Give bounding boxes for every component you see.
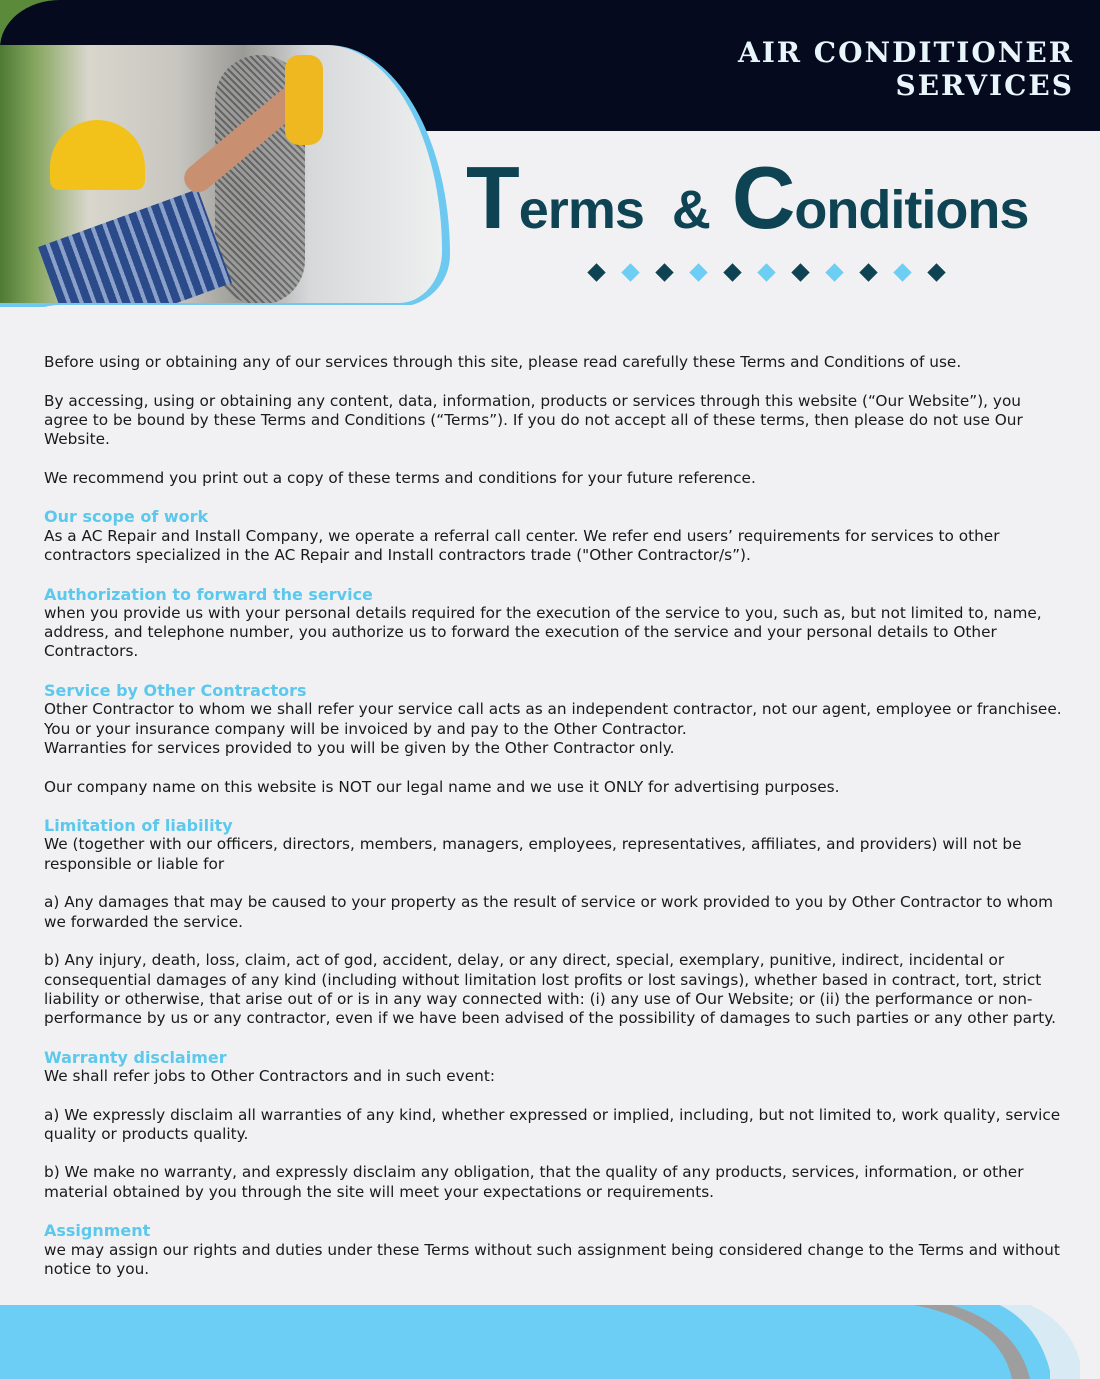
technician-photo xyxy=(0,45,442,303)
intro-paragraph: We recommend you print out a copy of these terms and conditions for your future reference. xyxy=(44,468,756,487)
hard-hat xyxy=(50,120,145,190)
title-terms: erms xyxy=(518,180,644,240)
terms-content xyxy=(44,353,1064,1299)
section-heading: Service by Other Contractors xyxy=(44,681,307,701)
title-initial-t: T xyxy=(466,148,519,247)
diamond-icon xyxy=(859,263,877,281)
technician-photo-frame xyxy=(0,45,450,307)
diamond-icon xyxy=(825,263,843,281)
section-heading: Warranty disclaimer xyxy=(44,1047,227,1067)
section-heading: Our scope of work xyxy=(44,507,209,527)
page-title xyxy=(466,148,1080,260)
section-paragraph: We (together with our officers, directors, members, managers, employees, representatives, affiliates, and providers) will not be responsible or liable for xyxy=(44,835,1022,873)
diamond-icon xyxy=(621,263,639,281)
technician-shirt xyxy=(38,189,232,303)
brand-name xyxy=(738,36,1074,102)
brand-line-1: AIR CONDITIONER xyxy=(737,36,1074,69)
diamond-icon xyxy=(689,263,707,281)
diamond-icon xyxy=(723,263,741,281)
section-paragraph: a) We expressly disclaim all warranties of any kind, whether expressed or implied, including, but not limited to, work quality, service quality or products quality. xyxy=(44,1105,1061,1143)
section-heading: Authorization to forward the service xyxy=(44,584,373,604)
section-paragraph: when you provide us with your personal details required for the execution of the service to you, such as, but not limited to, name, address, and telephone number, you authorize us to forward the execution of the service and your personal details to Other Contractors. xyxy=(44,603,1042,661)
section-heading: Assignment xyxy=(44,1221,151,1241)
diamond-icon xyxy=(655,263,673,281)
diamond-icon xyxy=(757,263,775,281)
diamond-icon xyxy=(587,263,605,281)
title-initial-c: C xyxy=(731,148,795,247)
section-paragraph: Other Contractor to whom we shall refer your service call acts as an independent contractor, not our agent, employee or franchisee. You or your insurance company will be invoiced by and pay to the Other Contractor. Warranties for services provided to you will be given by the Other Contractor only. xyxy=(44,700,1062,757)
section-paragraph: Our company name on this website is NOT our legal name and we use it ONLY for advertising purposes. xyxy=(44,777,840,796)
title-ampersand: & xyxy=(671,180,710,240)
footer-band xyxy=(0,1298,1012,1379)
intro-paragraph: Before using or obtaining any of our services through this site, please read carefully these Terms and Conditions of use. xyxy=(44,353,962,371)
glove xyxy=(285,55,323,145)
section-paragraph: We shall refer jobs to Other Contractors and in such event: xyxy=(44,1066,495,1085)
section-paragraph: we may assign our rights and duties under these Terms without such assignment being considered change to the Terms and without notice to you. xyxy=(44,1240,1060,1278)
title-conditions: onditions xyxy=(794,180,1029,240)
section-heading: Limitation of liability xyxy=(44,816,233,836)
brand-line-2: SERVICES xyxy=(895,69,1074,102)
diamond-icon xyxy=(927,263,945,281)
diamond-icon xyxy=(791,263,809,281)
section-paragraph: As a AC Repair and Install Company, we operate a referral call center. We refer end users’ requirements for services to other contractors specialized in the AC Repair and Install contractors trade ("Other Contractor/s”). xyxy=(44,526,1000,564)
diamond-icon xyxy=(893,263,911,281)
intro-paragraph: By accessing, using or obtaining any content, data, information, products or services through this website (“Our Website”), you agree to be bound by these Terms and Conditions (“Terms”). If you do not accept all of these terms, then please do not use Our Website. xyxy=(44,391,1023,449)
section-paragraph: b) Any injury, death, loss, claim, act of god, accident, delay, or any direct, special, exemplary, punitive, indirect, incidental or consequential damages of any kind (including without limitation lost profits or lost savings), whether based in contract, tort, strict liability or otherwise, that arise out of or is in any way connected with: (i) any use of Our Website; or (ii) the performance or non-performance by us or any contractor, even if we have been advised of the possibility of damages to such parties or any other party. xyxy=(44,951,1056,1028)
diamond-divider xyxy=(586,262,947,283)
section-paragraph: a) Any damages that may be caused to your property as the result of service or work provided to you by Other Contractor to whom we forwarded the service. xyxy=(44,893,1054,931)
section-paragraph: b) We make no warranty, and expressly disclaim any obligation, that the quality of any products, services, information, or other material obtained by you through the site will meet your expectations or requirements. xyxy=(44,1163,1024,1201)
